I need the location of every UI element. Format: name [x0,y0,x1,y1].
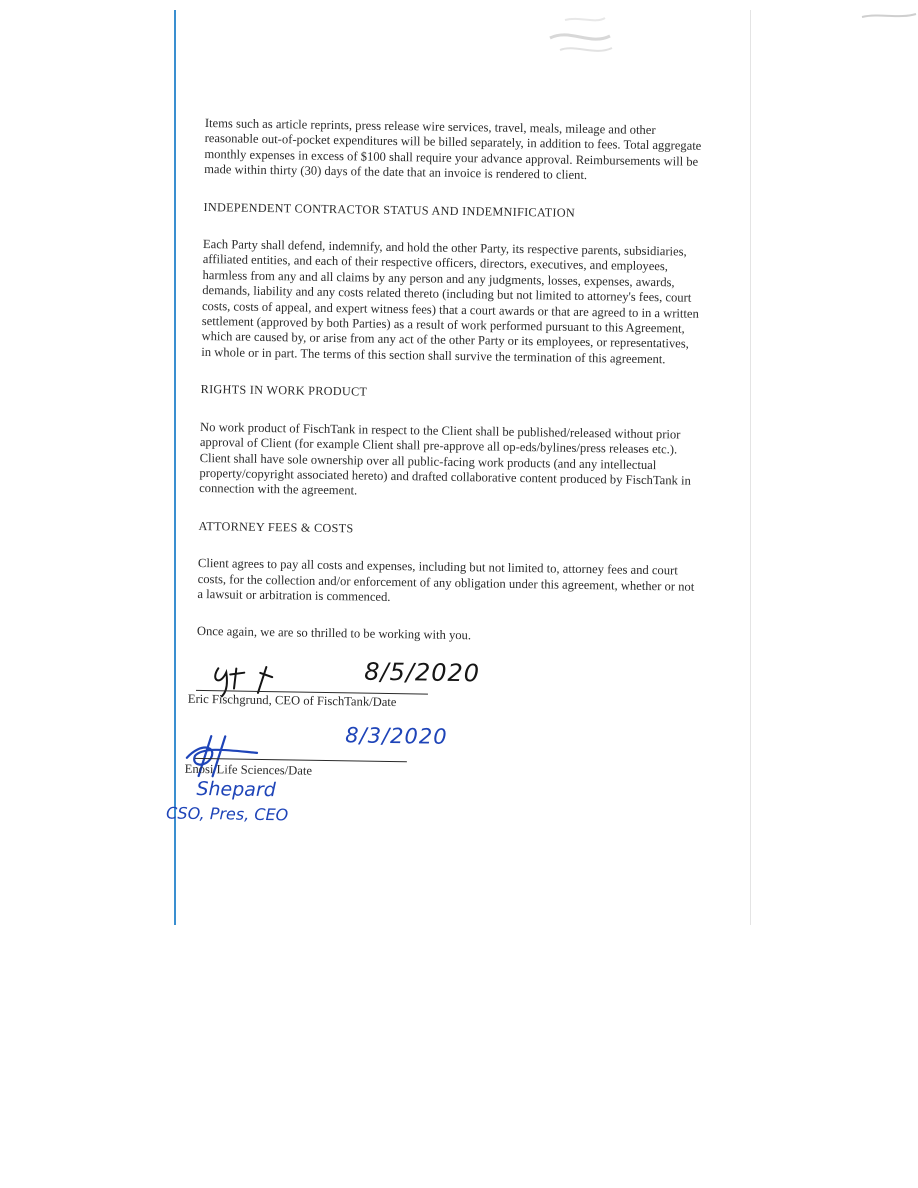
page-margin-line-left [174,10,176,925]
indemnification-heading: INDEPENDENT CONTRACTOR STATUS AND INDEMNIFICATION [203,199,576,220]
work-product-paragraph: No work product of FischTank in respect to the Client shall be published/released without prior approval of Client (for example Client shall pre-approve all op-eds/bylines/press releases etc.). Client shall have sole ownership over all public-facing work products (and any intellectual property/copyright associated hereto) and drafted collaborative content produced by FischTank in connection with the agreement. [199,419,691,498]
enosi-signature-label: Enosi Life Sciences/Date [184,761,313,778]
work-product-heading: RIGHTS IN WORK PRODUCT [200,382,368,399]
document-body [165,116,705,872]
scan-artifact-corner [860,5,918,25]
fischtank-signature-label: Eric Fischgrund, CEO of FischTank/Date [187,691,397,709]
enosi-handwritten-title: CSO, Pres, CEO [165,803,289,825]
indemnification-paragraph: Each Party shall defend, indemnify, and hold the other Party, its respective parents, subsidiaries, affiliated entities, and each of their respective officers, directors, executives, and employees, harmless from any and all claims by any person and any judgments, losses, expenses, awards, demands, liability and any costs related thereto (including but not limited to attorney's fees, court costs, costs of appeal, and expert witness fees) that a court awards or that are agreed to in a written settlement (approved by both Parties) as a result of work performed pursuant to this Agreement, which are caused by, or arise from any act of the other Party or its employees, or representatives, in whole or in part. The terms of this section shall survive the termination of this agreement. [201,237,699,367]
attorney-fees-paragraph: Client agrees to pay all costs and expenses, including but not limited to, attorney fees and court costs, for the collection and/or enforcement of any obligation under this agreement, whether or not a lawsuit or arbitration is commenced. [197,556,695,604]
enosi-handwritten-date: 8/3/2020 [345,723,448,749]
enosi-handwritten-name: Shepard [196,777,276,801]
page-margin-line-right [750,10,751,925]
closing-line: Once again, we are so thrilled to be working with you. [196,624,472,643]
fischtank-handwritten-date: 8/5/2020 [364,657,481,688]
expenses-paragraph: Items such as article reprints, press release wire services, travel, meals, mileage and other reasonable out-of-pocket expenditures will be billed separately, in addition to fees. Total aggregate monthly expenses in excess of $100 shall require your advance approval. Reimbursements will be made within thirty (30) days of the date that an invoice is rendered to client. [204,116,702,183]
attorney-fees-heading: ATTORNEY FEES & COSTS [198,518,354,536]
scan-artifact [540,8,620,63]
signature-block [165,657,696,872]
